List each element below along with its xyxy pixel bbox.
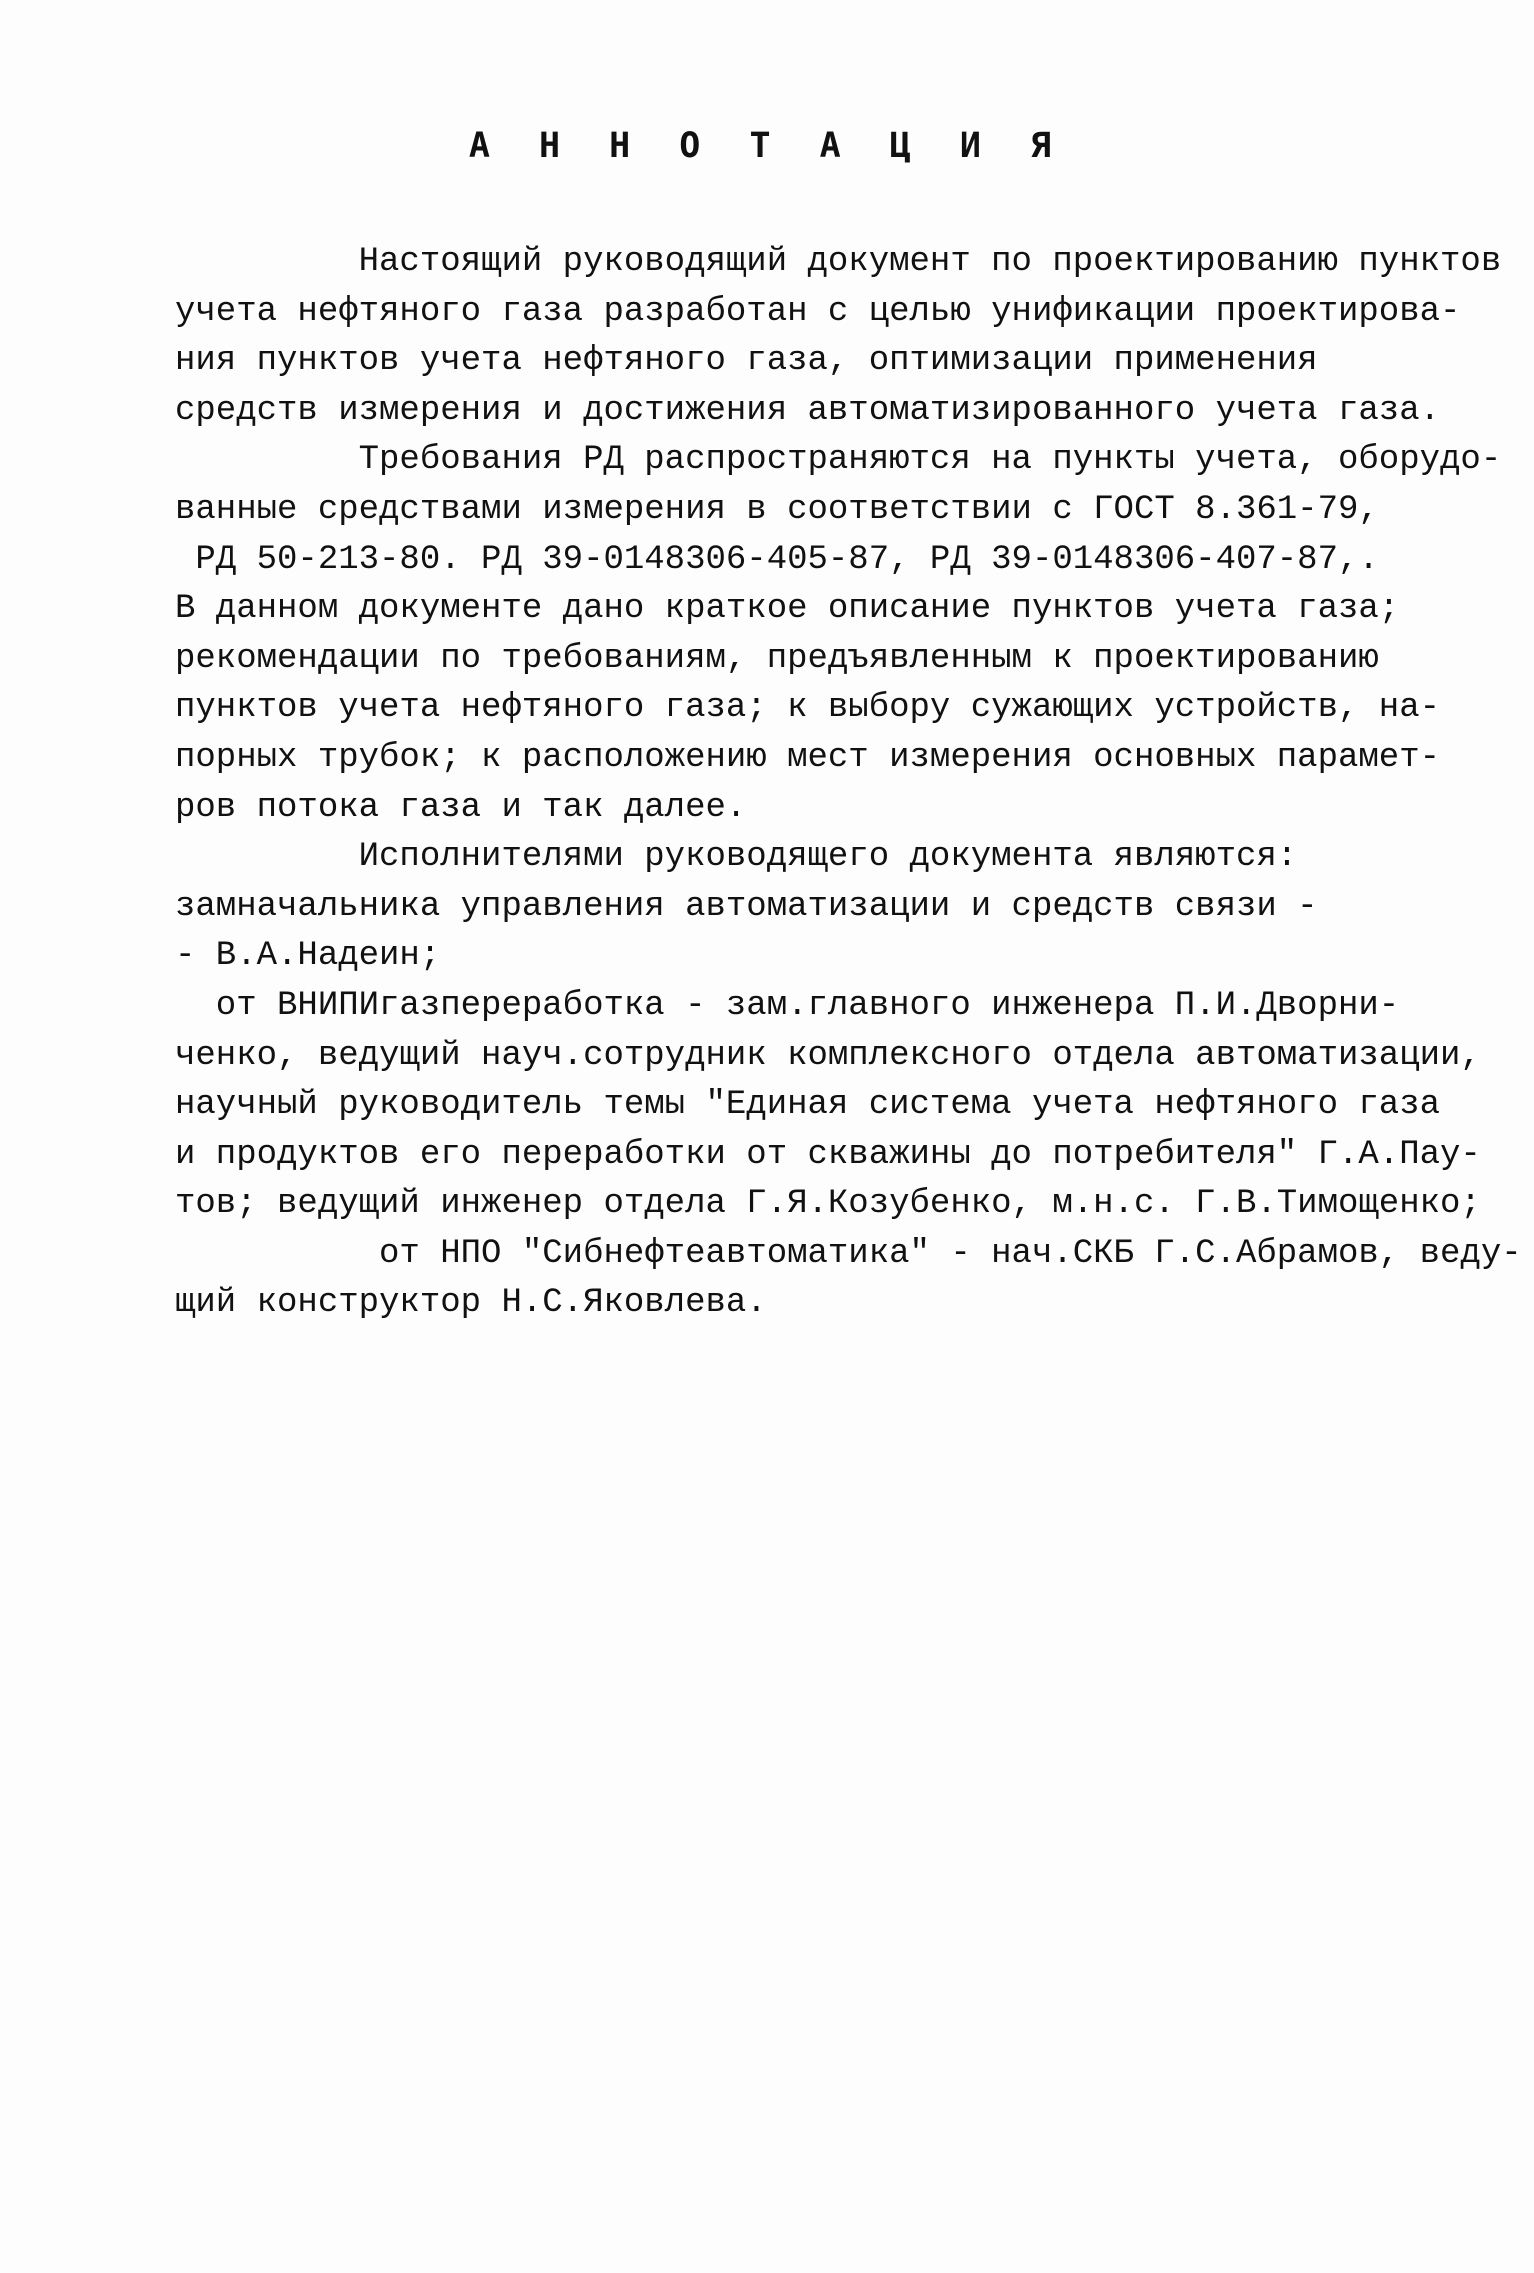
text-line: пунктов учета нефтяного газа; к выбору сужающих устройств, на-	[175, 689, 1441, 728]
text-line: учета нефтяного газа разработан с целью унификации проектирова-	[175, 292, 1461, 331]
text-line: ванные средствами измерения в соответствии с ГОСТ 8.361-79,	[175, 490, 1379, 529]
annotation-body	[175, 238, 1522, 1329]
text-line: рекомендации по требованиям, предъявленным к проектированию	[175, 639, 1379, 678]
text-line: В данном документе дано краткое описание пунктов учета газа;	[175, 590, 1400, 629]
text-line: от НПО "Сибнефтеавтоматика" - нач.СКБ Г.С.Абрамов, веду-	[175, 1234, 1522, 1273]
text-line: тов; ведущий инженер отдела Г.Я.Козубенко, м.н.с. Г.В.Тимощенко;	[175, 1185, 1481, 1224]
text-line: замначальника управления автоматизации и средств связи -	[175, 887, 1318, 926]
text-line: - В.А.Надеин;	[175, 937, 441, 976]
text-line: и продуктов его переработки от скважины до потребителя" Г.А.Пау-	[175, 1135, 1481, 1174]
text-line: ров потока газа и так далее.	[175, 788, 747, 827]
text-line: научный руководитель темы "Единая система учета нефтяного газа	[175, 1086, 1441, 1125]
text-line: ния пунктов учета нефтяного газа, оптимизации применения	[175, 342, 1318, 381]
text-line: от ВНИПИгазпереработка - зам.главного инженера П.И.Дворни-	[175, 986, 1400, 1025]
text-line: Требования РД распространяются на пункты учета, оборудо-	[175, 441, 1502, 480]
text-line: средств измерения и достижения автоматизированного учета газа.	[175, 391, 1441, 430]
text-line: порных трубок; к расположению мест измерения основных парамет-	[175, 738, 1441, 777]
text-line: Исполнителями руководящего документа являются:	[175, 838, 1298, 877]
text-line: РД 50-213-80. РД 39-0148306-405-87, РД 39-0148306-407-87,.	[175, 540, 1379, 579]
text-line: Настоящий руководящий документ по проектированию пунктов	[175, 243, 1502, 281]
page-title: А Н Н О Т А Ц И Я	[468, 126, 1066, 166]
text-line: щий конструктор Н.С.Яковлева.	[175, 1284, 767, 1323]
text-line: ченко, ведущий науч.сотрудник комплексного отдела автоматизации,	[175, 1036, 1481, 1075]
